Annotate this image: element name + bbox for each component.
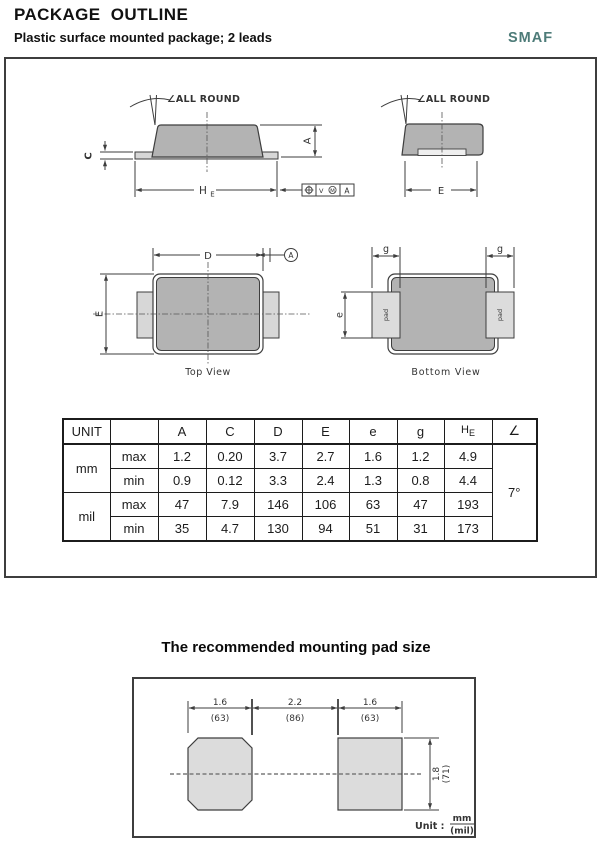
angle-note-label: ∠ALL ROUND [167,94,241,105]
col-header-g: g [397,419,444,444]
dim-e-label: E [437,186,445,197]
svg-text:H E [199,185,215,199]
unit-header: UNIT [63,419,110,444]
tolerance-value-label: V [319,187,324,195]
right-pad-width-mm: 1.6 [362,698,378,708]
value-cell: 7.9 [206,493,254,517]
value-cell: 193 [444,493,492,517]
value-cell: 1.2 [397,444,444,469]
pad-right-label: pad [496,308,504,322]
value-cell: 0.8 [397,469,444,493]
unit-mil: mil [63,493,110,542]
modifier-label: M [330,188,335,195]
tolerance-frame [280,184,354,196]
dim-c [84,141,134,170]
value-cell: 0.12 [206,469,254,493]
front-side-view [84,94,355,199]
value-cell: 4.9 [444,444,492,469]
unit-denominator: (mil) [450,826,474,836]
value-cell: 51 [349,517,397,542]
dim-g-label: g [496,244,504,255]
value-cell: 0.20 [206,444,254,469]
unit-numerator: mm [452,814,472,824]
mounting-pad-heading: The recommended mounting pad size [161,639,431,656]
col-header-he: $H_E$ [444,419,492,444]
mounting-pad-drawing [134,679,474,836]
bottom-view-caption: Bottom View [411,367,481,378]
value-cell: 2.7 [302,444,349,469]
dim-c-label: C [83,152,95,160]
datum-ref-label: A [344,186,350,196]
col-header-e2: e [349,419,397,444]
value-cell: 1.2 [158,444,206,469]
pad-left-label: pad [382,308,390,322]
bottom-view [335,244,515,378]
lead-left [137,292,154,338]
top-view [93,248,311,378]
lead-right [262,292,279,338]
angle-value-cell: 7° [492,444,537,541]
value-cell: 146 [254,493,302,517]
col-header-d: D [254,419,302,444]
value-cell: 35 [158,517,206,542]
value-cell: 130 [254,517,302,542]
unit-label: Unit : [415,821,445,832]
right-pad-width-mil: (63) [360,714,380,724]
dim-he-label: H [199,185,207,197]
pad-height-mm: 1.8 [432,766,442,782]
value-cell: 4.4 [444,469,492,493]
angle-note-label: ∠ALL ROUND [417,94,491,105]
value-cell: 3.3 [254,469,302,493]
value-cell: 47 [397,493,444,517]
limit-cell: max [110,493,158,517]
dim-d-label: D [204,251,212,262]
dimension-table [62,418,538,542]
limit-cell: max [110,444,158,469]
table-row [63,444,537,469]
unit-mm: mm [63,444,110,493]
page-title: PACKAGE OUTLINE [14,5,189,24]
value-cell: 173 [444,517,492,542]
value-cell: 3.7 [254,444,302,469]
value-cell: 94 [302,517,349,542]
limit-cell: min [110,517,158,542]
datum-a [259,248,298,262]
value-cell: 4.7 [206,517,254,542]
gap-mil: (86) [285,714,305,724]
col-header-e: E [302,419,349,444]
dim-e-label: e [334,312,346,318]
value-cell: 0.9 [158,469,206,493]
package-name-label: SMAF [508,30,554,46]
col-header-c: C [206,419,254,444]
table-row [63,493,537,517]
dim-a-label: A [302,137,314,145]
value-cell: 31 [397,517,444,542]
dim-e-label: E [94,310,106,318]
gap-mm: 2.2 [287,698,303,708]
dim-he [135,161,277,199]
table-row [63,517,537,542]
limit-header [110,419,158,444]
dim-he-sub: E [210,190,215,199]
end-side-view [381,94,490,197]
value-cell: 63 [349,493,397,517]
value-cell: 2.4 [302,469,349,493]
datum-label: A [288,251,294,260]
table-header-row [63,419,537,444]
package-outline-drawing [4,57,597,392]
page-subtitle: Plastic surface mounted package; 2 leads [14,30,272,45]
pad-height-mil: (71) [442,764,452,784]
dim-e-body [405,161,477,197]
value-cell: 106 [302,493,349,517]
value-cell: 47 [158,493,206,517]
col-header-angle: ∠ [492,419,537,444]
left-pad-width-mm: 1.6 [212,698,228,708]
package-body [152,125,263,157]
col-header-a: A [158,419,206,444]
left-pad-width-mil: (63) [210,714,230,724]
dim-g-label: g [382,244,390,255]
body-inner [392,278,495,351]
table-row [63,469,537,493]
value-cell: 1.3 [349,469,397,493]
limit-cell: min [110,469,158,493]
value-cell: 1.6 [349,444,397,469]
top-view-caption: Top View [185,367,231,378]
dim-e-bottom [335,292,375,338]
